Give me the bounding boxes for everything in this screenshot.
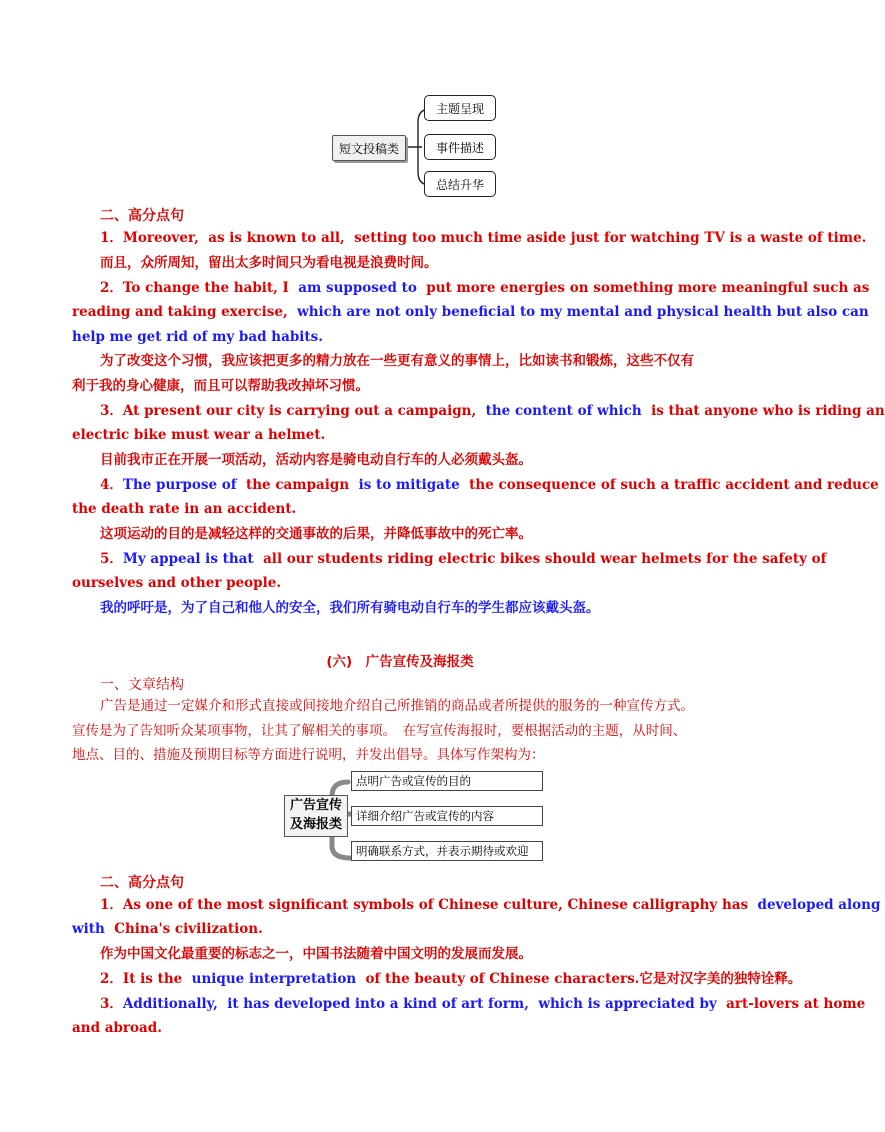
s1-item4-en-1: 4．The purpose of the campaign is to mitigate the consequence of such a traffic accident and reduce bbox=[100, 477, 879, 493]
section2-subheading: 一、文章结构 bbox=[100, 677, 184, 693]
diagram2-branch-contact: 明确联系方式，并表示期待或欢迎 bbox=[351, 841, 543, 861]
s1-item1-en: 1．Moreover, as is known to all, setting too much time aside just for watching TV is a waste of time. bbox=[100, 230, 867, 246]
s1-item4-en-2: the death rate in an accident. bbox=[72, 501, 297, 517]
s3-item2: 2．It is the unique interpretation of the beauty of Chinese characters.它是对汉字美的独特诠释。 bbox=[100, 971, 802, 987]
section2-para-2: 宣传是为了告知听众某项事物，让其了解相关的事项。 在写宣传海报时，要根据活动的主题，从时间、 bbox=[72, 723, 687, 739]
s1-item2-en-1: 2．To change the habit, I am supposed to put more energies on something more meaningful such as bbox=[100, 280, 870, 296]
s1-item3-en-1: 3．At present our city is carrying out a campaign, the content of which is that anyone who is riding an bbox=[100, 403, 885, 419]
s3-item1-en-1: 1．As one of the most significant symbols of Chinese culture, Chinese calligraphy has developed along bbox=[100, 897, 881, 913]
diagram2-branch-purpose: 点明广告或宣传的目的 bbox=[351, 771, 543, 791]
s1-item3-cn: 目前我市正在开展一项活动，活动内容是骑电动自行车的人必须戴头盔。 bbox=[100, 452, 532, 468]
s1-item5-cn: 我的呼吁是，为了自己和他人的安全，我们所有骑电动自行车的学生都应该戴头盔。 bbox=[100, 600, 600, 616]
diagram2-root: 广告宣传 及海报类 bbox=[284, 795, 348, 837]
s1-item2-cn-1: 为了改变这个习惯，我应该把更多的精力放在一些更有意义的事情上，比如读书和锻炼，这些不仅有 bbox=[100, 353, 694, 369]
s1-item4-cn: 这项运动的目的是减轻这样的交通事故的后果，并降低事故中的死亡率。 bbox=[100, 526, 532, 542]
s1-item1-cn: 而且，众所周知，留出太多时间只为看电视是浪费时间。 bbox=[100, 255, 438, 271]
section2-para-3: 地点、目的、措施及预期目标等方面进行说明，并发出倡导。具体写作架构为： bbox=[72, 747, 545, 763]
section2-title: (六) 广告宣传及海报类 bbox=[326, 654, 474, 670]
diagram1-branch-event: 事件描述 bbox=[424, 134, 496, 160]
s3-item1-cn: 作为中国文化最重要的标志之一，中国书法随着中国文明的发展而发展。 bbox=[100, 946, 532, 962]
s3-item3-en-2: and abroad. bbox=[72, 1020, 162, 1036]
s1-item5-en-2: ourselves and other people. bbox=[72, 575, 282, 591]
diagram1-root: 短文投稿类 bbox=[332, 135, 406, 161]
s1-item5-en-1: 5．My appeal is that all our students riding electric bikes should wear helmets for the safety of bbox=[100, 551, 827, 567]
s1-item3-en-2: electric bike must wear a helmet. bbox=[72, 427, 326, 443]
diagram1-branch-summary: 总结升华 bbox=[424, 171, 496, 197]
section2-para-1: 广告是通过一定媒介和形式直接或间接地介绍自己所推销的商品或者所提供的服务的一种宣传方式。 bbox=[100, 698, 694, 714]
section1-heading: 二、高分点句 bbox=[100, 208, 184, 224]
section3-heading: 二、高分点句 bbox=[100, 875, 184, 891]
diagram1-branch-theme: 主题呈现 bbox=[424, 95, 496, 121]
s1-item2-en-3: help me get rid of my bad habits. bbox=[72, 329, 323, 345]
s3-item1-en-2: with China's civilization. bbox=[72, 921, 263, 937]
s1-item2-cn-2: 利于我的身心健康，而且可以帮助我改掉坏习惯。 bbox=[72, 378, 369, 394]
s3-item3-en-1: 3．Additionally, it has developed into a kind of art form, which is appreciated by art-lovers at home bbox=[100, 996, 866, 1012]
s1-item2-en-2: reading and taking exercise, which are not only beneficial to my mental and physical health but also can bbox=[72, 304, 869, 320]
diagram2-branch-content: 详细介绍广告或宣传的内容 bbox=[351, 806, 543, 826]
